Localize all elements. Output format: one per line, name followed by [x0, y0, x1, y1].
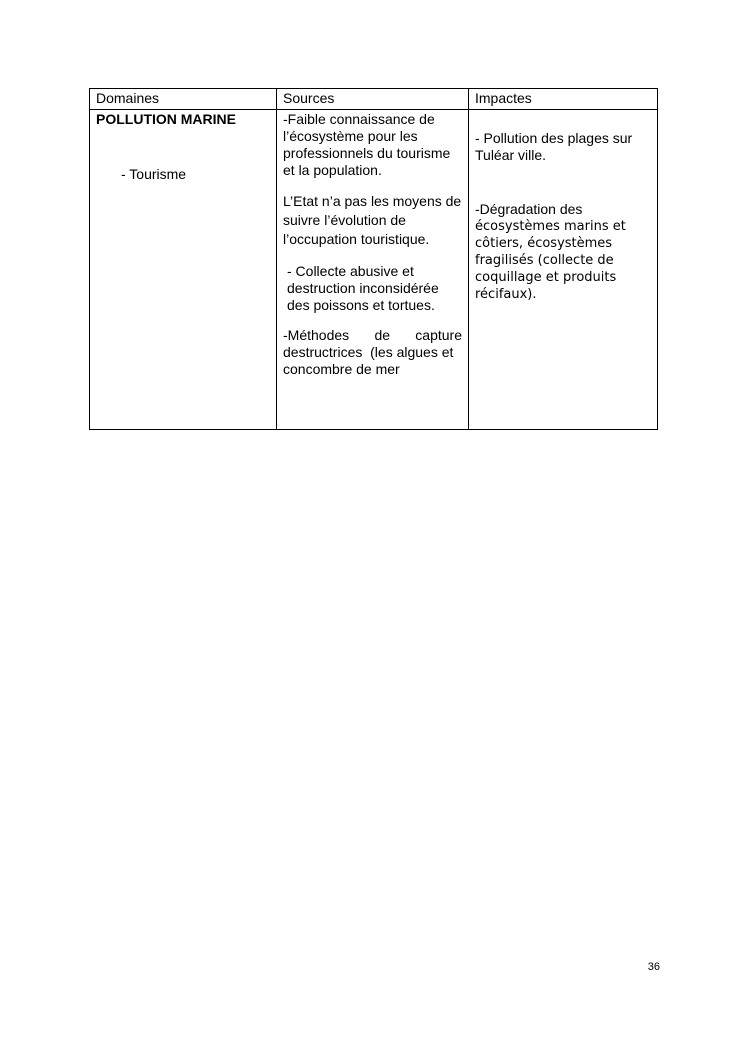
- source-item: L’Etat n’a pas les moyens de suivre l’évolution de l’occupation touristique.: [283, 193, 462, 247]
- domain-item: - Tourisme: [121, 166, 187, 182]
- impact-item-rest: écosystèmes marins et côtiers, écosystèmes fragilisés (collecte de coquillage et produits récifaux).: [475, 219, 626, 302]
- header-impactes: Impactes: [469, 89, 658, 110]
- source-word: capture: [415, 327, 462, 343]
- pollution-table: [89, 88, 658, 430]
- domaines-cell: [90, 110, 277, 430]
- impact-item-first-line: -Dégradation des: [475, 201, 583, 217]
- source-justified-line: [283, 327, 462, 344]
- impactes-cell: [469, 110, 658, 430]
- impact-item: [475, 201, 651, 303]
- table-row: [90, 110, 658, 430]
- header-domaines: Domaines: [90, 89, 277, 110]
- sources-cell: [277, 110, 469, 430]
- source-item: -Faible connaissance de l’écosystème pour les professionnels du tourisme et la population.: [283, 111, 451, 178]
- source-item: [283, 327, 462, 378]
- source-word: -Méthodes: [283, 327, 350, 343]
- source-item: - Collecte abusive et destruction inconsidérée des poissons et tortues.: [287, 263, 439, 313]
- domain-title: POLLUTION MARINE: [96, 111, 236, 127]
- source-item-rest: destructrices (les algues et concombre de mer: [283, 344, 458, 377]
- impact-item: - Pollution des plages sur Tuléar ville.: [475, 130, 633, 163]
- page-number: 36: [647, 961, 660, 973]
- table-header-row: [90, 89, 658, 110]
- source-word: de: [374, 327, 391, 343]
- header-sources: Sources: [277, 89, 469, 110]
